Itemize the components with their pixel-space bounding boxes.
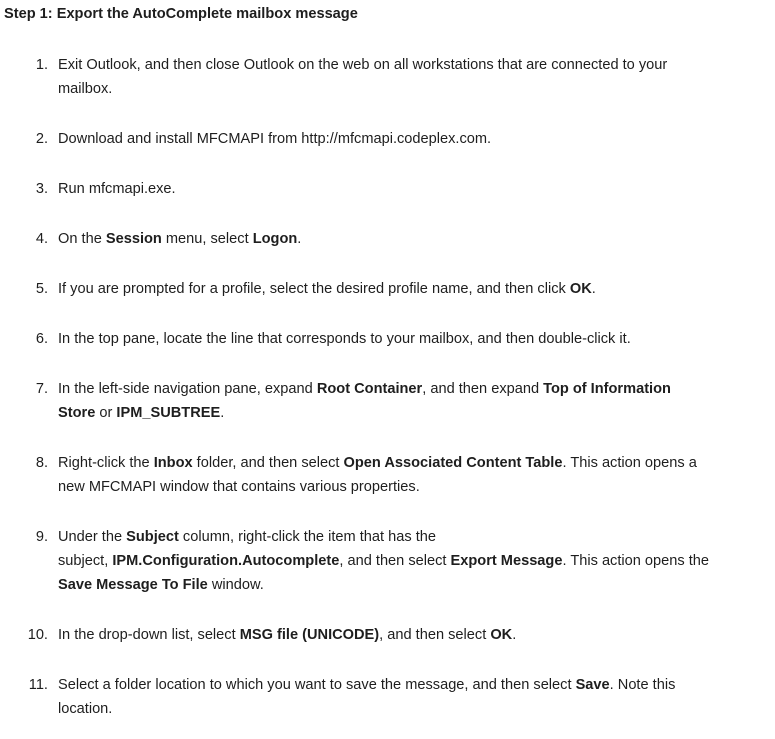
step-number: 1. — [35, 57, 48, 73]
step-number: 2. — [35, 131, 48, 147]
step-number: 6. — [35, 331, 48, 347]
bold-term: Save Message To File — [58, 577, 208, 593]
step-text-line — [58, 127, 768, 151]
text-run: , and then expand — [422, 381, 544, 397]
text-run: menu, select — [161, 231, 253, 247]
step-text — [58, 127, 768, 151]
bold-term: OK — [490, 627, 513, 643]
text-run: . — [220, 405, 225, 421]
section-heading: Step 1: Export the AutoComplete mailbox message — [4, 6, 358, 22]
step-text-line — [58, 697, 768, 721]
bold-term: Inbox — [153, 455, 193, 471]
step-text — [58, 53, 768, 101]
text-run: Under the — [58, 529, 127, 545]
step-text-line — [58, 623, 768, 647]
bold-term: Root Container — [316, 381, 423, 397]
step-text-line — [58, 451, 768, 475]
text-run: Download and install MFCMAPI from http://mfcmapi.codeplex.com. — [58, 131, 492, 147]
text-run: Exit Outlook, and then close Outlook on the web on all workstations that are connected to your — [58, 57, 668, 73]
text-run: mailbox. — [58, 81, 113, 97]
step-text — [58, 451, 768, 499]
bold-term: Store — [58, 405, 96, 421]
step-text — [58, 227, 768, 251]
step-text-line — [58, 549, 768, 573]
bold-term: Export Message — [450, 553, 563, 569]
step-text-line — [58, 573, 768, 597]
step-text — [58, 377, 768, 425]
step-number: 9. — [35, 529, 48, 545]
bold-term: IPM.Configuration.Autocomplete — [112, 553, 340, 569]
step-text-line — [58, 327, 768, 351]
step-number: 5. — [35, 281, 48, 297]
step-text — [58, 327, 768, 351]
step-number: 3. — [35, 181, 48, 197]
step-text-line — [58, 277, 768, 301]
step-text-line — [58, 177, 768, 201]
step-text-line — [58, 53, 768, 77]
text-run: In the top pane, locate the line that corresponds to your mailbox, and then double-click it. — [58, 331, 631, 347]
step-text-line — [58, 77, 768, 101]
text-run: In the left-side navigation pane, expand — [58, 381, 317, 397]
text-run: location. — [58, 701, 113, 717]
text-run: . This action opens the — [562, 553, 710, 569]
text-run: subject, — [58, 553, 113, 569]
step-number: 8. — [35, 455, 48, 471]
step-number: 4. — [35, 231, 48, 247]
text-run: folder, and then select — [192, 455, 344, 471]
bold-term: Subject — [126, 529, 179, 545]
step-number: 11. — [28, 677, 48, 693]
text-run: . — [512, 627, 517, 643]
text-run: , and then select — [379, 627, 491, 643]
step-text-line — [58, 377, 768, 401]
text-run: . This action opens a — [562, 455, 697, 471]
step-text — [58, 177, 768, 201]
text-run: . — [591, 281, 596, 297]
step-text — [58, 623, 768, 647]
step-text-line — [58, 475, 768, 499]
text-run: On the — [58, 231, 106, 247]
bold-term: Logon — [252, 231, 298, 247]
bold-term: OK — [569, 281, 592, 297]
bold-term: Session — [105, 231, 162, 247]
step-number: 10. — [27, 627, 48, 643]
bold-term: Open Associated Content Table — [343, 455, 563, 471]
text-run: . Note this — [609, 677, 676, 693]
step-text-line — [58, 401, 768, 425]
text-run: column, right-click the item that has the — [178, 529, 436, 545]
bold-term: IPM_SUBTREE — [116, 405, 221, 421]
step-text — [58, 673, 768, 721]
text-run: new MFCMAPI window that contains various properties. — [58, 479, 420, 495]
bold-term: MSG file (UNICODE) — [239, 627, 380, 643]
bold-term: Save — [575, 677, 610, 693]
text-run: In the drop-down list, select — [58, 627, 240, 643]
text-run: , and then select — [339, 553, 451, 569]
step-text — [58, 277, 768, 301]
step-number: 7. — [35, 381, 48, 397]
text-run: Run mfcmapi.exe. — [58, 181, 176, 197]
bold-term: Top of Information — [543, 381, 671, 397]
text-run: Select a folder location to which you want to save the message, and then select — [58, 677, 576, 693]
text-run: or — [95, 405, 117, 421]
text-run: . — [297, 231, 302, 247]
step-text — [58, 525, 768, 597]
text-run: Right-click the — [58, 455, 154, 471]
text-run: window. — [207, 577, 264, 593]
step-text-line — [58, 227, 768, 251]
step-text-line — [58, 525, 768, 549]
text-run: If you are prompted for a profile, select the desired profile name, and then click — [58, 281, 570, 297]
step-text-line — [58, 673, 768, 697]
